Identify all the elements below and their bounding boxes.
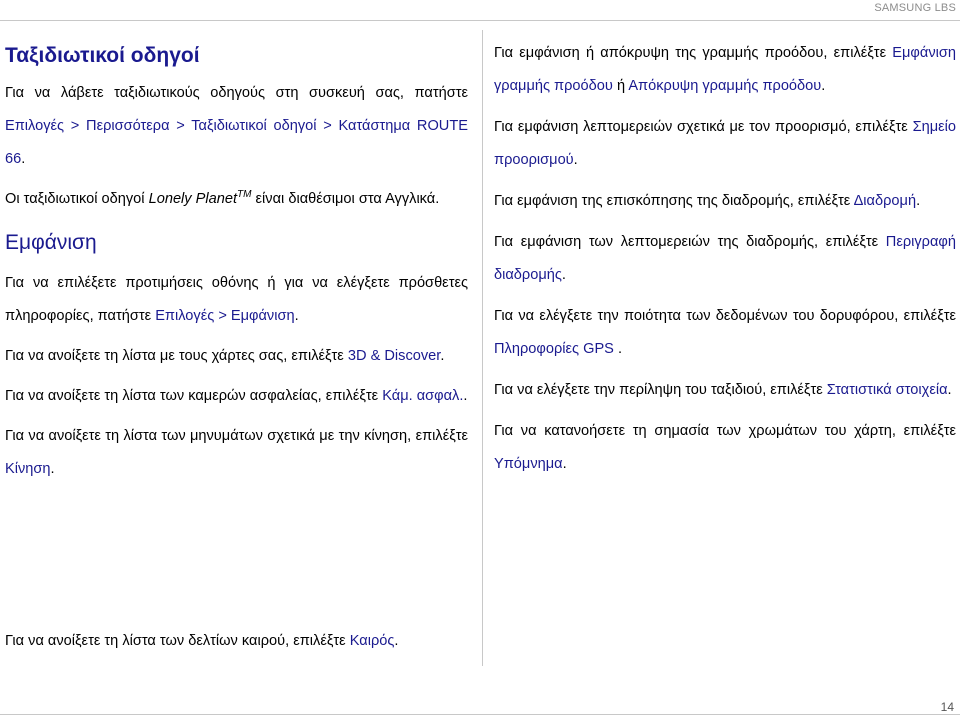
statistics-paragraph: Για να ελέγξετε την περίληψη του ταξιδιού, επιλέξτε Στατιστικά στοιχεία. bbox=[494, 382, 952, 398]
gps-paragraph: Για να ελέγξετε την ποιότητα των δεδομένων του δορυφόρου, επιλέξτε Πληροφορίες GPS . bbox=[494, 308, 956, 357]
header-rule bbox=[0, 20, 960, 21]
route-overview-paragraph: Για εμφάνιση της επισκόπησης της διαδρομής, επιλέξτε Διαδρομή. bbox=[494, 193, 921, 209]
display-paragraph: Για να επιλέξετε προτιμήσεις οθόνης ή για να ελέγξετε πρόσθετες πληροφορίες, πατήστε Επιλογές > Εμφάνιση. bbox=[5, 275, 468, 324]
legend-paragraph: Για να κατανοήσετε τη σημασία των χρωμάτων του χάρτη, επιλέξτε Υπόμνημα. bbox=[494, 423, 956, 472]
progress-bar-paragraph: Για εμφάνιση ή απόκρυψη της γραμμής προόδου, επιλέξτε Εμφάνιση γραμμής προόδου ή Απόκρυψη γραμμής προόδου. bbox=[494, 45, 956, 94]
footer-rule bbox=[0, 714, 960, 715]
section-title-display: Εμφάνιση bbox=[5, 231, 97, 254]
traffic-paragraph: Για να ανοίξετε τη λίστα των μηνυμάτων σχετικά με την κίνηση, επιλέξτε Κίνηση. bbox=[5, 428, 468, 477]
lonely-planet-brand: Lonely Planet bbox=[148, 191, 238, 207]
route-description-link[interactable]: Περιγραφή διαδρομής bbox=[494, 234, 956, 283]
gps-info-link[interactable]: Πληροφορίες GPS bbox=[494, 341, 614, 357]
store-link[interactable]: Επιλογές > Περισσότερα > Ταξιδιωτικοί οδηγοί > Κατάστημα ROUTE 66 bbox=[5, 118, 468, 167]
travel-guides-paragraph: Για να λάβετε ταξιδιωτικούς οδηγούς στη συσκευή σας, πατήστε Επιλογές > Περισσότερα > Ταξιδιωτικοί οδηγοί > Κατάστημα ROUTE 66. bbox=[5, 85, 468, 167]
weather-paragraph: Για να ανοίξετε τη λίστα των δελτίων καιρού, επιλέξτε Καιρός. bbox=[5, 633, 399, 649]
brand-logo: SAMSUNG LBS bbox=[874, 2, 956, 14]
weather-link[interactable]: Καιρός bbox=[349, 633, 395, 649]
safety-cameras-link[interactable]: Κάμ. ασφαλ. bbox=[382, 388, 464, 404]
hide-progress-link[interactable]: Απόκρυψη γραμμής προόδου bbox=[628, 78, 822, 94]
destination-paragraph: Για εμφάνιση λεπτομερειών σχετικά με τον προορισμό, επιλέξτε Σημείο προορισμού. bbox=[494, 119, 956, 168]
display-link[interactable]: Επιλογές > Εμφάνιση bbox=[155, 308, 295, 324]
maps-paragraph: Για να ανοίξετε τη λίστα με τους χάρτες σας, επιλέξτε 3D & Discover. bbox=[5, 348, 445, 364]
destination-link[interactable]: Σημείο προορισμού bbox=[494, 119, 956, 168]
discover-link[interactable]: 3D & Discover bbox=[347, 348, 441, 364]
left-column bbox=[5, 36, 468, 493]
route-link[interactable]: Διαδρομή bbox=[853, 193, 917, 209]
column-divider bbox=[482, 30, 483, 666]
right-column bbox=[494, 37, 956, 489]
route-details-paragraph: Για εμφάνιση των λεπτομερειών της διαδρομής, επιλέξτε Περιγραφή διαδρομής. bbox=[494, 234, 956, 283]
legend-link[interactable]: Υπόμνημα bbox=[494, 456, 563, 472]
lonely-planet-paragraph: Οι ταξιδιωτικοί οδηγοί Lonely Planet™ είναι διαθέσιμοι στα Αγγλικά. bbox=[5, 189, 440, 207]
traffic-link[interactable]: Κίνηση bbox=[5, 461, 51, 477]
page-number: 14 bbox=[940, 700, 954, 714]
page-title: Ταξιδιωτικοί οδηγοί bbox=[5, 44, 200, 67]
trademark: TM bbox=[237, 189, 252, 200]
show-progress-link[interactable]: Εμφάνιση γραμμής προόδου bbox=[494, 45, 956, 94]
cameras-paragraph: Για να ανοίξετε τη λίστα των καμερών ασφαλείας, επιλέξτε Κάμ. ασφαλ.. bbox=[5, 388, 468, 404]
statistics-link[interactable]: Στατιστικά στοιχεία bbox=[826, 382, 948, 398]
